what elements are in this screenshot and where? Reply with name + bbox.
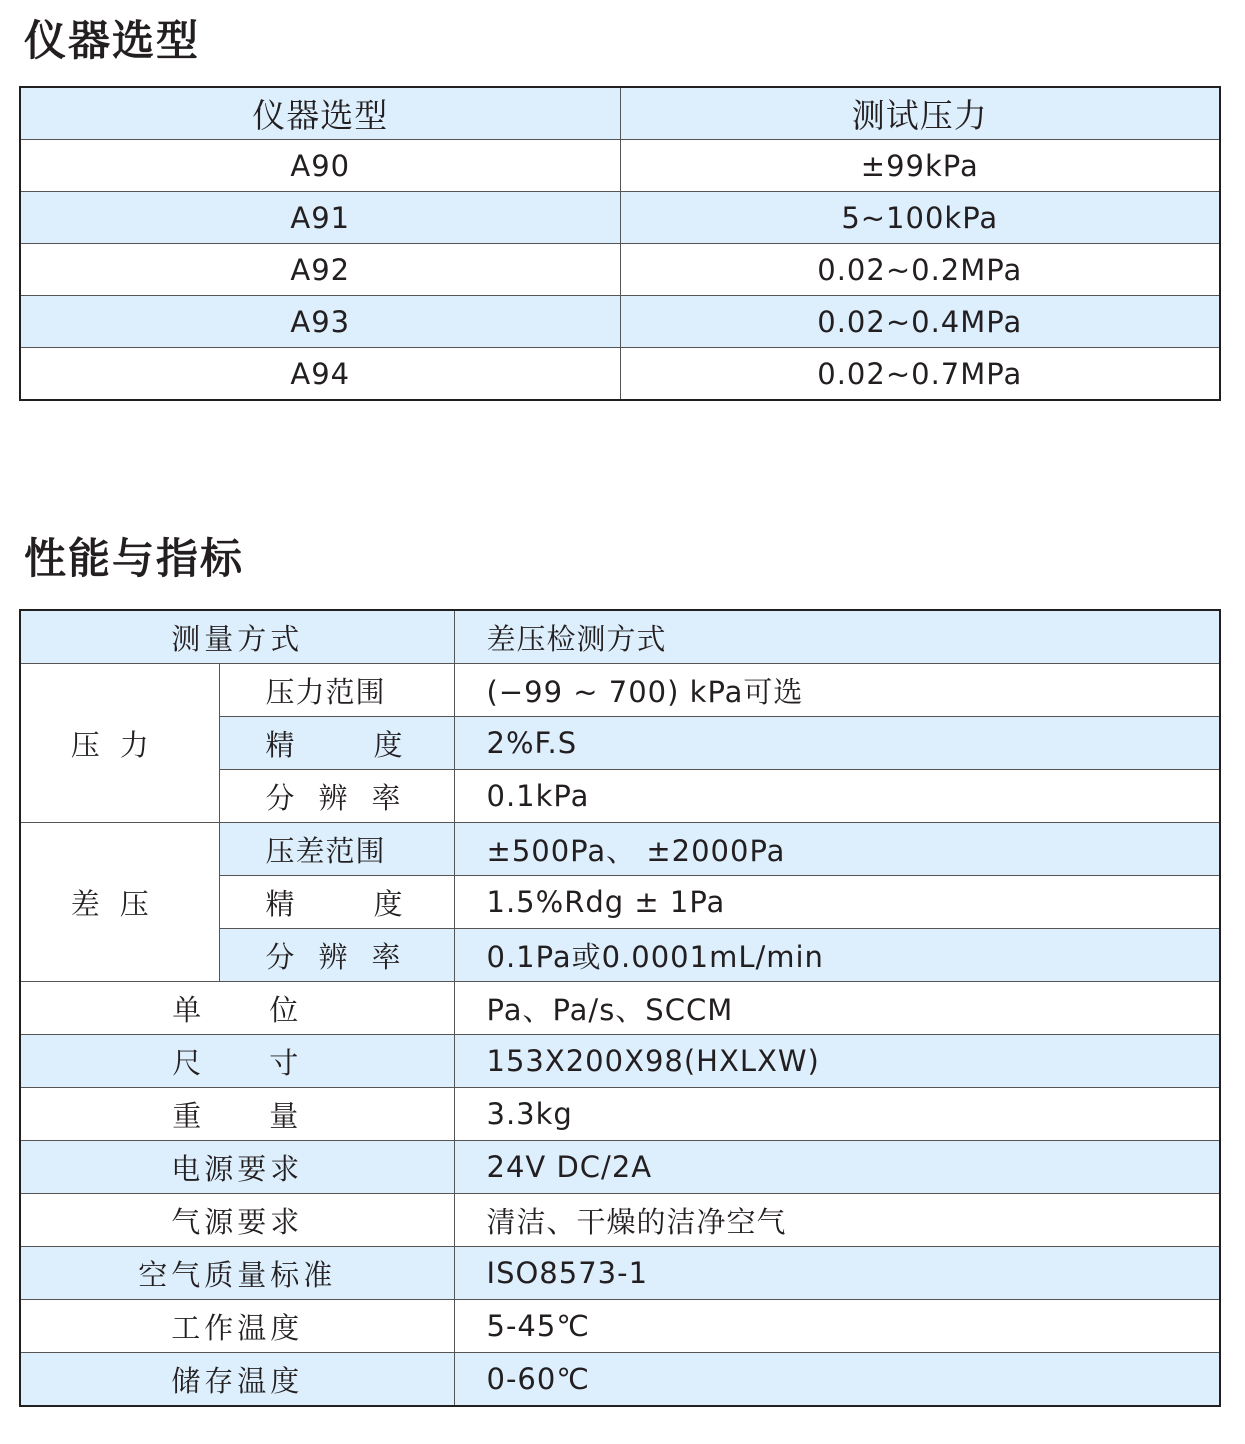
spec-value-method: 差压检测方式	[454, 610, 1220, 664]
spec-value-diff-range: ±500Pa、 ±2000Pa	[454, 823, 1220, 876]
spec-value-storage-temp: 0-60℃	[454, 1353, 1220, 1407]
column-header-model: 仪器选型	[20, 87, 620, 140]
spec-label-storage-temp: 储存温度	[20, 1353, 454, 1407]
table-row	[20, 296, 1220, 348]
table-row	[20, 982, 1220, 1035]
label-char: 分	[265, 939, 296, 974]
spec-label-operating-temp: 工作温度	[20, 1300, 454, 1353]
instrument-selection-table	[19, 86, 1221, 401]
label-char: 寸	[269, 1045, 303, 1080]
label-char: 辨	[318, 780, 349, 815]
section-title-selection: 仪器选型	[24, 16, 201, 65]
spec-value-operating-temp: 5-45℃	[454, 1300, 1220, 1353]
table-row	[20, 1300, 1220, 1353]
label-char: 单	[172, 992, 206, 1027]
spec-value-diff-resolution: 0.1Pa或0.0001mL/min	[454, 929, 1220, 982]
label-char: 位	[269, 992, 303, 1027]
label-char: 辨	[318, 939, 349, 974]
label-char: 精	[265, 727, 296, 762]
cell-test-pressure: 5~100kPa	[620, 192, 1220, 244]
table-row	[20, 244, 1220, 296]
spec-label-air-quality: 空气质量标准	[20, 1247, 454, 1300]
spec-value-air-supply: 清洁、干燥的洁净空气	[454, 1194, 1220, 1247]
table-row	[20, 192, 1220, 244]
label-char: 精	[265, 886, 296, 921]
table-row	[20, 1194, 1220, 1247]
cell-test-pressure: ±99kPa	[620, 140, 1220, 192]
spec-value-size: 153X200X98(HXLXW)	[454, 1035, 1220, 1088]
spec-label-weight	[20, 1088, 454, 1141]
spec-label-diff-range: 压差范围	[219, 823, 454, 876]
label-char: 分	[265, 780, 296, 815]
cell-model: A92	[20, 244, 620, 296]
label-char: 度	[373, 727, 404, 762]
spec-label-unit	[20, 982, 454, 1035]
spec-value-diff-accuracy: 1.5%Rdg ± 1Pa	[454, 876, 1220, 929]
group-label-pressure: 压力	[20, 664, 219, 823]
label-char: 重	[172, 1098, 206, 1133]
table-row	[20, 1141, 1220, 1194]
table-row-method	[20, 610, 1220, 664]
column-header-test-pressure: 测试压力	[620, 87, 1220, 140]
label-char: 率	[371, 939, 402, 974]
performance-spec-table	[19, 609, 1221, 1407]
cell-test-pressure: 0.02~0.4MPa	[620, 296, 1220, 348]
table-row	[20, 823, 1220, 876]
spec-value-air-quality: ISO8573-1	[454, 1247, 1220, 1300]
table-row	[20, 348, 1220, 401]
spec-label-pressure-range: 压力范围	[219, 664, 454, 717]
spec-label-pressure-resolution	[219, 770, 454, 823]
spec-value-weight: 3.3kg	[454, 1088, 1220, 1141]
label-char: 度	[373, 886, 404, 921]
table-row	[20, 1088, 1220, 1141]
spec-value-power: 24V DC/2A	[454, 1141, 1220, 1194]
table-row	[20, 664, 1220, 717]
label-char: 量	[269, 1098, 303, 1133]
spec-label-method: 测量方式	[20, 610, 454, 664]
cell-model: A93	[20, 296, 620, 348]
spec-label-diff-resolution	[219, 929, 454, 982]
table-row	[20, 140, 1220, 192]
section-title-performance: 性能与指标	[24, 534, 245, 583]
table-row	[20, 1035, 1220, 1088]
cell-model: A91	[20, 192, 620, 244]
cell-test-pressure: 0.02~0.7MPa	[620, 348, 1220, 401]
cell-model: A90	[20, 140, 620, 192]
table-row	[20, 1353, 1220, 1407]
label-char: 尺	[172, 1045, 206, 1080]
spec-label-pressure-accuracy	[219, 717, 454, 770]
spec-value-pressure-resolution: 0.1kPa	[454, 770, 1220, 823]
spec-label-air-supply: 气源要求	[20, 1194, 454, 1247]
spec-value-pressure-accuracy: 2%F.S	[454, 717, 1220, 770]
spec-label-size	[20, 1035, 454, 1088]
spec-value-pressure-range: (−99 ~ 700) kPa可选	[454, 664, 1220, 717]
spec-value-unit: Pa、Pa/s、SCCM	[454, 982, 1220, 1035]
group-label-diff-pressure: 差压	[20, 823, 219, 982]
cell-model: A94	[20, 348, 620, 401]
label-char: 率	[371, 780, 402, 815]
spec-label-power: 电源要求	[20, 1141, 454, 1194]
table-row	[20, 1247, 1220, 1300]
spec-label-diff-accuracy	[219, 876, 454, 929]
table-header-row	[20, 87, 1220, 140]
cell-test-pressure: 0.02~0.2MPa	[620, 244, 1220, 296]
